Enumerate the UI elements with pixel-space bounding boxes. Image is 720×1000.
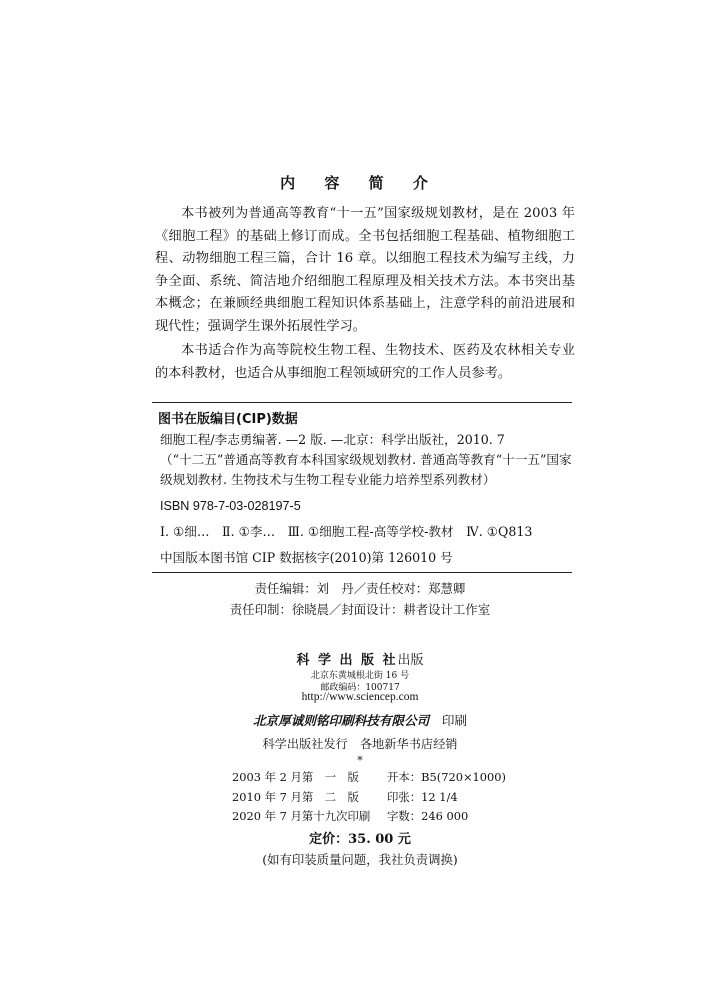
publisher-postcode: 邮政编码：100717 xyxy=(320,683,400,693)
credits-editor-line: 责任编辑：刘 丹／责任校对：郑慧卿 xyxy=(254,581,466,596)
publisher-address: 北京东黄城根北街 16 号 xyxy=(310,671,410,681)
cip-top-divider xyxy=(152,402,572,403)
edition-row-right: 开本：B5(720×1000) xyxy=(387,770,506,784)
credits-print-line: 责任印制：徐晓晨／封面设计：耕者设计工作室 xyxy=(229,602,491,617)
cip-heading: 图书在版编目(CIP)数据 xyxy=(158,412,298,427)
separator-star: * xyxy=(357,754,363,767)
publisher-name: 科 学 出 版 社 xyxy=(296,653,398,668)
cip-isbn: ISBN 978-7-03-028197-5 xyxy=(160,499,301,513)
summary-section xyxy=(155,203,575,385)
publisher-website[interactable]: http://www.sciencep.com xyxy=(301,691,419,703)
price-label: 定价：35. 00 元 xyxy=(309,832,411,847)
printer-name: 北京厚诚则铭印刷科技有限公司 xyxy=(252,713,430,728)
printer-line xyxy=(0,710,720,729)
cip-title-line: 细胞工程/李志勇编著. —2 版. —北京：科学出版社，2010. 7 xyxy=(160,432,505,447)
page-title: 内 容 简 介 xyxy=(280,174,440,192)
summary-paragraph-2: 本书适合作为高等院校生物工程、生物技术、医药及农林相关专业的本科教材，也适合从事细胞工程领域研究的工作人员参考。 xyxy=(155,343,575,381)
edition-row-left: 2010 年 7 月第 二 版 xyxy=(232,790,359,804)
cip-bottom-divider xyxy=(152,572,572,573)
cip-series-line: （“十二五”普通高等教育本科国家级规划教材. 普通高等教育“十一五”国家级规划教材. 生物技术与生物工程专业能力培养型系列教材） xyxy=(160,452,572,487)
summary-paragraph-1: 本书被列为普通高等教育“十一五”国家级规划教材，是在 2003 年《细胞工程》的基础上修订而成。全书包括细胞工程基础、植物细胞工程、动物细胞工程三篇，合计 16 章。以细胞工程技术为编写主线，力争全面、系统、简洁地介绍细胞工程原理及相关技术方法。本书突出基本概念；在兼顾经典细胞工程知识体系基础上，注意学科的前沿进展和现代性；强调学生课外拓展性学习。 xyxy=(155,206,575,334)
publisher-suffix: 出版 xyxy=(397,653,424,668)
edition-row xyxy=(232,807,468,825)
cip-number: 中国版本图书馆 CIP 数据核字(2010)第 126010 号 xyxy=(160,550,453,565)
edition-row-left: 2003 年 2 月第 一 版 xyxy=(232,770,359,784)
cip-classification: Ⅰ. ①细… Ⅱ. ①李… Ⅲ. ①细胞工程-高等学校-教材 Ⅳ. ①Q813 xyxy=(160,524,533,539)
edition-row-right: 字数：246 000 xyxy=(387,809,469,823)
publisher-line xyxy=(0,649,720,668)
edition-row-left: 2020 年 7 月第十九次印刷 xyxy=(232,809,371,823)
distribution-line: 科学出版社发行 各地新华书店经销 xyxy=(262,737,458,751)
edition-row xyxy=(232,768,506,786)
edition-row xyxy=(232,788,458,806)
quality-note: (如有印装质量问题，我社负责调换) xyxy=(262,852,458,867)
edition-row-right: 印张：12 1/4 xyxy=(387,790,458,804)
printer-suffix: 印刷 xyxy=(441,713,468,728)
